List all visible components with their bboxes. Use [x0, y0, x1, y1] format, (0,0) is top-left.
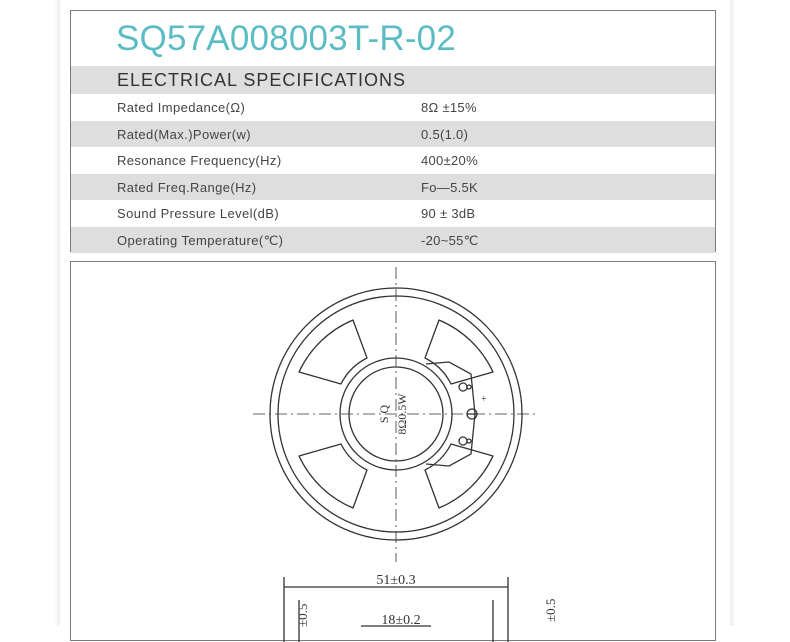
mechanical-drawing-panel [70, 261, 716, 641]
spec-row-power [71, 121, 715, 148]
spec-label: Rated(Max.)Power(w) [117, 126, 252, 142]
magnet-label-brand: S Q [377, 404, 391, 424]
spec-value: Fo—5.5K [421, 179, 479, 195]
spec-row-spl [71, 200, 715, 227]
dim-left-text: ±0.5 [295, 603, 310, 627]
terminal-bottom-dot [467, 439, 471, 443]
spec-label: Rated Impedance(Ω) [117, 100, 246, 115]
part-number-title: SQ57A008003T-R-02 [116, 19, 457, 58]
spec-value: 90 ± 3dB [421, 206, 476, 221]
spec-label: Sound Pressure Level(dB) [117, 206, 280, 221]
dim-inner-text: 18±0.2 [381, 613, 421, 628]
spec-label: Rated Freq.Range(Hz) [117, 179, 257, 195]
spec-label: Operating Temperature(℃) [117, 232, 284, 248]
speaker-drawing [71, 262, 717, 642]
spec-row-resonance [71, 147, 715, 174]
spec-value: 400±20% [421, 153, 478, 168]
spec-label: Resonance Frequency(Hz) [117, 153, 282, 168]
spec-header-label: ELECTRICAL SPECIFICATIONS [117, 70, 407, 90]
terminal-bottom [459, 437, 467, 445]
spec-value: 0.5(1.0) [421, 126, 469, 142]
page-shadow-right [730, 0, 736, 626]
spec-row-temperature [71, 227, 715, 254]
spec-section-header [71, 66, 715, 94]
dim-right-text: ±0.5 [543, 598, 558, 622]
spec-value: -20~55℃ [421, 232, 479, 248]
spec-value: 8Ω ±15% [421, 100, 477, 115]
plus-mark: + [481, 394, 487, 405]
terminal-top [459, 383, 467, 391]
spec-row-freq-range [71, 174, 715, 201]
specifications-panel [70, 10, 716, 252]
dim-outer-text: 51±0.3 [376, 573, 416, 588]
terminal-top-dot [467, 385, 471, 389]
spec-row-impedance [71, 94, 715, 121]
magnet-label-rating: 8Ω0.5W [395, 393, 409, 435]
